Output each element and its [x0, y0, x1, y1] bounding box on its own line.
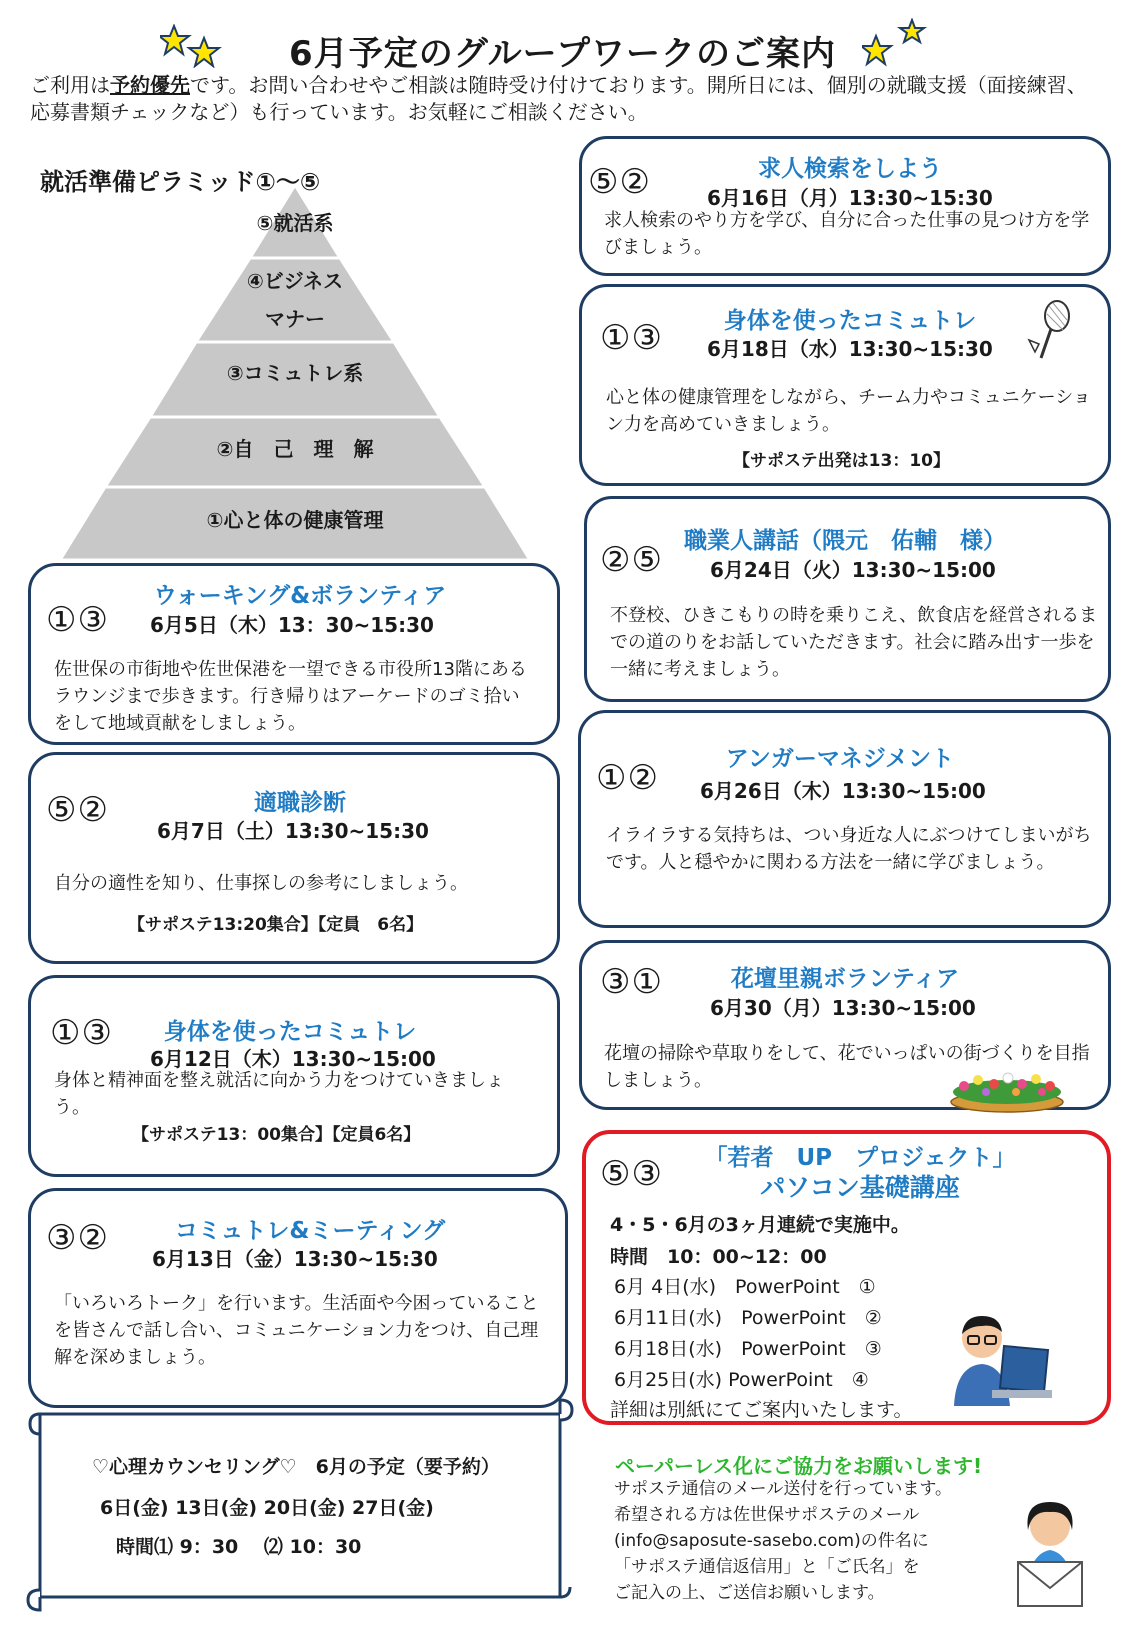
intro-text: ご利用は予約優先です。お問い合わせやご相談は随時受け付けております。開所日には、個別の就職支援（面接練習、応募書類チェックなど）も行っています。お気軽にご相談ください。 [30, 73, 1087, 124]
pc-course-project-title: 「若者 UP プロジェクト」 [704, 1145, 1016, 1171]
pyramid-number-badge: ①③ [46, 600, 109, 640]
pc-session: 6月18日(水) PowerPoint ③ [614, 1338, 882, 1360]
event-date: 6月18日（水）13:30~15:30 [707, 337, 993, 361]
counseling-heading: ♡心理カウンセリング♡ 6月の予定（要予約） [92, 1456, 500, 1478]
woman-with-envelope-icon [1010, 1496, 1090, 1612]
event-description: 求人検索のやり方を学び、自分に合った仕事の見つけ方を学びましょう。 [604, 210, 1090, 258]
event-note: 【サポステ出発は13：10】 [733, 451, 950, 471]
counseling-dates: 6日(金) 13日(金) 20日(金) 27日(金) [100, 1497, 434, 1519]
pyramid-number-badge: ②⑤ [600, 540, 663, 580]
event-title: 身体を使ったコミュトレ [163, 1019, 417, 1045]
paperless-line: 希望される方は佐世保サポステのメール [614, 1505, 920, 1525]
paperless-line: 「サポステ通信返信用」と「ご氏名」を [614, 1557, 920, 1577]
event-date: 6月13日（金）13:30~15:30 [152, 1247, 438, 1271]
star-icon [862, 18, 932, 68]
pc-course-footer: 詳細は別紙にてご案内いたします。 [610, 1399, 913, 1421]
event-note: 【サポステ13：00集合】【定員6名】 [132, 1125, 421, 1145]
event-date: 6月12日（木）13:30~15:00 [150, 1047, 436, 1071]
event-description: 不登校、ひきこもりの時を乗りこえ、飲食店を経営されるまでの道のりをお話していただきます。社会に踏み出す一歩を一緒に考えましょう。 [610, 605, 1098, 680]
paperless-line: サポステ通信のメール送付を行っています。 [614, 1479, 952, 1499]
event-date: 6月5日（木）13：30~15:30 [150, 613, 434, 637]
event-date: 6月24日（火）13:30~15:00 [710, 558, 996, 582]
pyramid-number-badge: ⑤② [46, 790, 109, 830]
event-date: 6月16日（月）13:30~15:30 [707, 186, 993, 210]
event-title: アンガーマネジメント [725, 746, 955, 772]
pyramid-number-badge: ③② [46, 1218, 109, 1258]
flowerbed-icon [948, 1064, 1066, 1114]
person-at-computer-icon [948, 1310, 1058, 1410]
pyramid-level-5: ⑤就活系 [256, 211, 334, 235]
pyramid-number-badge: ⑤② [588, 162, 651, 202]
event-date: 6月7日（土）13:30~15:30 [157, 819, 429, 843]
badminton-racket-icon [1027, 300, 1075, 368]
event-description: 花壇の掃除や草取りをして、花でいっぱいの街づくりを目指しましょう。 [604, 1043, 1090, 1091]
event-title: 職業人講話（隈元 佑輔 様） [684, 528, 1006, 554]
event-date: 6月26日（木）13:30~15:00 [700, 779, 986, 803]
event-title: 適職診断 [254, 790, 346, 816]
pyramid-level-3: ③コミュトレ系 [226, 361, 364, 385]
paperless-heading: ペーパーレス化にご協力をお願いします! [615, 1454, 983, 1478]
pc-session: 6月 4日(水) PowerPoint ① [614, 1276, 876, 1298]
pyramid-title: 就活準備ピラミッド①～⑤ [40, 168, 321, 196]
pyramid-level-2: ②自 己 理 解 [216, 437, 374, 461]
paperless-line: (info@saposute-sasebo.com)の件名に [614, 1531, 929, 1551]
pyramid-level-1: ①心と体の健康管理 [206, 508, 384, 532]
event-title: 花壇里親ボランティア [730, 966, 960, 992]
event-title: ウォーキング&ボランティア [153, 583, 447, 609]
counseling-times: 時間⑴ 9：30 ⑵ 10：30 [116, 1536, 362, 1558]
event-note: 【サポステ13:20集合】【定員 6名】 [128, 915, 424, 935]
pc-session: 6月11日(水) PowerPoint ② [614, 1307, 882, 1329]
pyramid-number-badge: ⑤③ [600, 1154, 663, 1194]
event-description: 佐世保の市街地や佐世保港を一望できる市役所13階にあるラウンジまで歩きます。行き帰りはアーケードのゴミ拾いをして地域貢献をしましょう。 [54, 659, 527, 734]
pyramid-level-4b: マナー [265, 307, 325, 331]
event-description: イライラする気持ちは、つい身近な人にぶつけてしまいがちです。人と穏やかに関わる方法を一緒に学びましょう。 [606, 825, 1092, 873]
event-title: コミュトレ&ミーティング [174, 1218, 446, 1244]
event-description: 身体と精神面を整え就活に向かう力をつけていきましょう。 [54, 1070, 504, 1118]
event-date: 6月30（月）13:30~15:00 [710, 996, 976, 1020]
pyramid-number-badge: ③① [600, 962, 663, 1002]
paperless-line: ご記入の上、ご送信お願いします。 [614, 1583, 885, 1603]
pc-course-title: パソコン基礎講座 [760, 1173, 960, 1202]
page-title: 6月予定のグループワークのご案内 [289, 34, 836, 74]
pc-session: 6月25日(水) PowerPoint ④ [614, 1369, 869, 1391]
pc-course-time: 時間 10：00~12：00 [610, 1246, 827, 1268]
event-title: 身体を使ったコミュトレ [723, 308, 977, 334]
event-description: 自分の適性を知り、仕事探しの参考にしましょう。 [54, 873, 468, 894]
pyramid-number-badge: ①② [596, 758, 659, 798]
event-description: 心と体の健康管理をしながら、チーム力やコミュニケーション力を高めていきましょう。 [606, 387, 1091, 435]
pc-course-schedule: 4・5・6月の3ヶ月連続で実施中。 [610, 1214, 910, 1236]
pyramid-number-badge: ①③ [600, 318, 663, 358]
pyramid-number-badge: ①③ [50, 1013, 113, 1053]
event-title: 求人検索をしよう [758, 156, 942, 182]
event-description: 「いろいろトーク」を行います。生活面や今困っていることを皆さんで話し合い、コミュニケーション力をつけ、自己理解を深めましょう。 [54, 1293, 539, 1368]
pyramid-level-4a: ④ビジネス [246, 269, 344, 293]
